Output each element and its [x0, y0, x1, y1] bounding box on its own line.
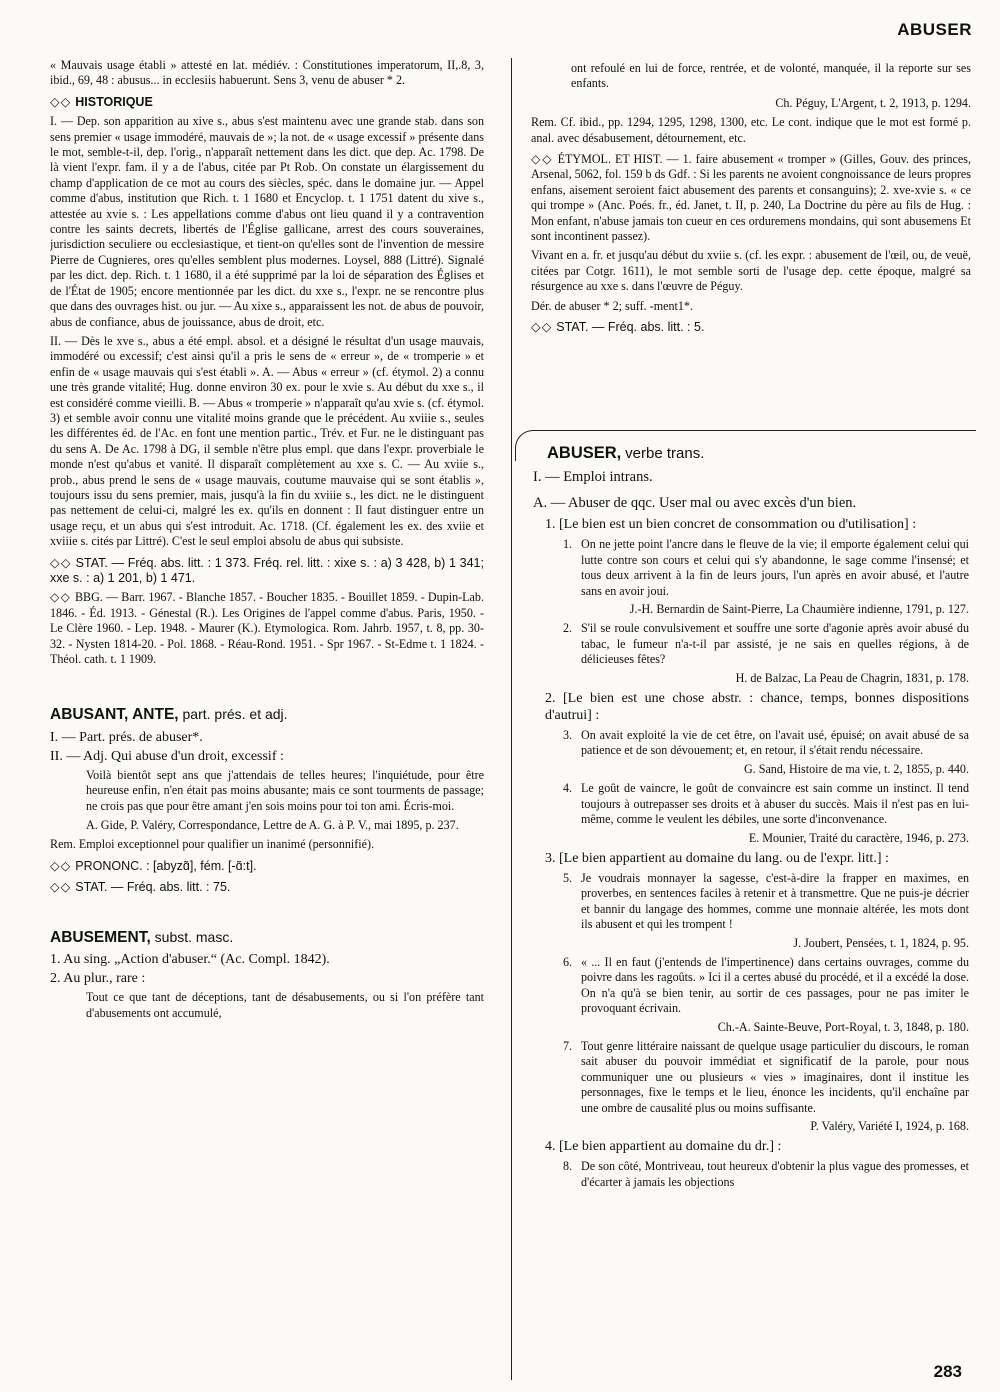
diamond-icon: ◇◇ — [50, 590, 71, 605]
quote-2-source: H. de Balzac, La Peau de Chagrin, 1831, p. 178. — [735, 670, 969, 685]
abusant-sense-2: II. — Adj. Qui abuse d'un droit, excessif : — [50, 748, 284, 764]
abusement-sense-2: 2. Au plur., rare : — [50, 971, 146, 987]
left-column — [50, 58, 484, 1388]
diamond-icon: ◇◇ — [50, 880, 72, 895]
historique-part-1: I. — Dep. son apparition au xive s., abus s'est maintenu avec une grande stab. dans son sens premier « usage immodéré, mauvais de »; la not. de « usage excessif » présente dans le mot, semble-t-il, dep. l'orig., n'apparaît nettement dans les dict. que dep. Ac. 1798. De là vient l'expr. fam. il y a de l'abus, citée par Pt Rob. On constate un élargissement du champ d'application de ce mot au cours des siècles, spéc. dans le domaine jur. — Appel comme d'abus, institution que Rich. t. 1 1680 et Encyclop. t. 1 1751 datent du xive s., attestée au xvie s. : Les appellations comme d'abus ont lieu quand il y a contravention contre les saints decrets, libertés de l'Église gallicane, arrest des cours souveraines, jurisdiction seculiere ou ecclesiastique, et tient-on qu'elles sont de l'invention de messire Pierre de Cugnieres, ores qu'elles semblent plus modernes. Loysel, 888 (Littré). Signalé par les dict. dep. Rich. t. 1 1680, il a été supprimé par la loi de séparation des Églises et de l'État de 1905; encore mentionnée par les dict. du xxe s., l'expr. ne se rencontre plus que dans des ouvrages hist. ou jur. — Au xixe s., apparaissent les not. de abus de pouvoir, abus de confiance, abus de jouissance, abus de droit, etc. — [50, 114, 484, 329]
headword-abusant: ABUSANT, ANTE, — [50, 706, 179, 724]
column-divider — [511, 58, 512, 1380]
abuser-subsense-4: 4. [Le bien appartient au domaine du dr.] : — [545, 1139, 782, 1155]
entry-heading-abuser — [547, 446, 969, 461]
abusement-quote-source: Ch. Péguy, L'Argent, t. 2, 1913, p. 1294. — [775, 95, 971, 110]
abusement-quote: Tout ce que tant de déceptions, tant de désabusements, ou si l'on préfère tant d'abusements ont accumulé, — [86, 990, 484, 1020]
quote-5: 5. Je voudrais monnayer la sagesse, c'est-à-dire la frapper en maximes, en proverbes, en sentences faciles à retenir et à transmettre. Que ne puis-je décrier et bannir du langage des hommes, comme une monnaie altérée, les mots dont ils abusent et qui les trompent ! — [563, 870, 969, 932]
quote-5-source: J. Joubert, Pensées, t. 1, 1824, p. 95. — [793, 935, 969, 950]
abuser-subsense-1: 1. [Le bien est un bien concret de consommation ou d'utilisation] : — [545, 517, 917, 533]
abusement-quote-continued: ont refoulé en lui de force, rentrée, et de volonté, manquée, il la reporte sur ses enfants. — [571, 61, 971, 91]
quote-1-source: J.-H. Bernardin de Saint-Pierre, La Chaumière indienne, 1791, p. 127. — [629, 602, 969, 617]
quote-6: 6. « ... Il en faut (j'entends de l'impertinence) dans certains ouvrages, comme du poivre dans les ragoûts. » Ici il a certes abusé du procédé, et il a excédé la dose. On n'a qu'à se bien tenir, au sortir de ces passages, pour ne pas imiter le provoquant écrivain. — [563, 954, 969, 1016]
diamond-icon: ◇◇ — [50, 94, 72, 109]
category-abuser: verbe trans. — [625, 445, 705, 462]
historique-part-2: II. — Dès le xve s., abus a été empl. absol. et a désigné le résultat d'un usage mauvais, immodéré ou excessif; c'est ainsi qu'il a pris le sens de « erreur », de « tromperie » et enfin de « usage mauvais qui s'est établi ». A. — Abus « erreur » (cf. étymol. 2) a connu une très grande vitalité; Hug. donne environ 30 ex. pour le xvie s. Au début du xxe s., il est considéré comme vieilli. B. — Abus « tromperie » n'apparaît qu'au xvie s. (cf. étymol. 3) et semble avoir connu une vitalité moins grande que le précédent. Au xviiie s., seules les différentes éd. de l'Ac. en font une mention partic., Trév. et Fur. ne le distinguant pas du sens A. De Ac. 1798 à DG, il semble n'être plus empl. que dans l'expr. proverbiale le monde n'est qu'abus et vanité. Il disparaît complètement au xxe s. C. — Au xviie s., prob., abus prend le sens de « usage mauvais, coutume mauvaise qui se sont établis », toujours issu du sens premier, mais, jusqu'à la fin du xviiie s., les dict. ne le distinguent pas nettement de celui-ci, malgré les ex. qu'ils en donnent : Il faut distinguer entre un usage reçu, et un abus qui s'est introduit. Ac. 1718. (Cf. également les ex. des xviie et xviiie s. cités par Littré). C'est le seul emploi absolu de abus qui subsiste. — [50, 333, 484, 549]
quote-2: 2. S'il se roule convulsivement et souffre une sorte d'agonie après avoir abusé du tabac, le fumeur n'a-t-il par assisté, je ne sais en quelles régions, à de délicieuses fêtes? — [563, 621, 969, 667]
quote-4: 4. Le goût de vaincre, le goût de convaincre est sain comme un instinct. Il tend toujours à outrepasser ses droits et à abuser du succès. Mais il n'est pas en lui-même, comme le veulent les débiles, une sorte d'inconvenance. — [563, 781, 969, 827]
abusant-remark: Rem. Emploi exceptionnel pour qualifier un inanimé (personnifié). — [50, 837, 375, 852]
quote-3: 3. On avait exploité la vie de cet être, on l'avait usé, épuisé; on avait abusé de sa patience et de son dévouement; et, en retour, il s'était rendu nécessaire. — [563, 728, 969, 758]
stat-abusement: ◇◇ STAT. — Fréq. abs. litt. : 5. — [531, 320, 705, 335]
category-abusement: subst. masc. — [154, 928, 234, 945]
abuser-entry — [533, 440, 969, 1380]
etymology-history: ◇◇ ÉTYMOL. ET HIST. — 1. faire abusement « tromper » (Gilles, Gouv. des princes, Arsenal, 5062, fol. 159 b ds Gdf. : Si les parents ne avoient congnoissance de leurs propres enfans, aisement seroient faict abusement des parents et consanguins); 2. xve-xvie s. « ce qui trompe » (Anc. Poés. fr., éd. Janet, t. II, p. 240, La Doctrine du père au fils de Hug. : Mon enfant, n'abuse jamais ton cueur en ces orduremens mondains, qui sont abusemens Et sont incontinent passez). — [531, 152, 971, 244]
headword-abuser: ABUSER, — [547, 444, 622, 462]
quote-3-source: G. Sand, Histoire de ma vie, t. 2, 1855, p. 440. — [743, 761, 969, 776]
historique-heading: ◇◇ HISTORIQUE — [50, 94, 153, 109]
derivation: Dér. de abuser * 2; suff. -ment1*. — [531, 298, 693, 313]
abuser-subsense-3: 3. [Le bien appartient au domaine du lang. ou de l'expr. litt.] : — [545, 850, 889, 866]
abusant-quote-source: A. Gide, P. Valéry, Correspondance, Lettre de A. G. à P. V., mai 1895, p. 237. — [86, 818, 459, 833]
bibliography: ◇◇ BBG. — Barr. 1967. - Blanche 1857. - Boucher 1835. - Bouillet 1859. - Dupin-Lab. 1846. - Éd. 1913. - Génestal (R.). Les Origines de l'appel comme d'abus. Paris, 1950. - Le Clère 1960. - Lep. 1948. - Maurer (K.). Etymologica. Rom. Jahrb. 1957, t. 8, pp. 30-32. - Nysten 1814-20. - Pol. 1868. - Réau-Rond. 1951. - Spr 1967. - St-Edme t. 1 1824. - Théol. cath. t. 1 1909. — [50, 590, 484, 667]
diamond-icon: ◇◇ — [531, 320, 553, 335]
etymology-intro: « Mauvais usage établi » attesté en lat. médiév. : Constitutiones imperatorum, II,.8, 3, ibid., 69, 48 : abusus... in ecclesiis habuerunt. Sens 3, venu de abuser * 2. — [50, 58, 484, 88]
pronunciation: ◇◇ PRONONC. : [abyzɑ̃], fém. [-ɑ̃:t]. — [50, 858, 257, 873]
diamond-icon: ◇◇ — [531, 152, 554, 167]
diamond-icon: ◇◇ — [50, 858, 72, 873]
abusant-quote: Voilà bientôt sept ans que j'attendais de telles heures; l'inquiétude, pour être heureuse enfin, n'en était pas moins abusante; mais ce sont tourments de passage; ne crois pas que pour être amant j'en sois moins pour toi ton ami. Écris-moi. — [86, 767, 484, 813]
abuser-subsense-2: 2. [Le bien est une chose abstr. : chance, temps, bonnes dispositions d'autrui] : — [545, 691, 969, 724]
abuser-sense-I: I. — Emploi intrans. — [533, 469, 653, 486]
abusant-sense-1: I. — Part. prés. de abuser*. — [50, 729, 203, 745]
category-abusant: part. prés. et adj. — [182, 706, 288, 723]
quote-1: 1. On ne jette point l'ancre dans le fleuve de la vie; il emporte également celui qui lutte contre son cours et celui qui s'y abandonne, le sage comme l'insensé; et tous deux arrivent à la fin de leurs jours, l'un après en avoir abusé, et l'autre sans en avoir joui. — [563, 537, 969, 598]
headword-abusement: ABUSEMENT, — [50, 928, 151, 946]
quote-6-source: Ch.-A. Sainte-Beuve, Port-Royal, t. 3, 1848, p. 180. — [717, 1019, 969, 1034]
quote-7: 7. Tout genre littéraire naissant de quelque usage particulier du discours, le roman sait abuser du pouvoir immédiat et significatif de la parole, pour nous communiquer une ou plusieurs « vies » imaginaires, dont il institue les personnages, fixe le temps et le lieu, énonce les incidents, qu'il enchaîne par une ombre de causalité plus ou moins suffisante. — [563, 1038, 969, 1115]
quote-4-source: E. Mounier, Traité du caractère, 1946, p. 273. — [748, 830, 969, 845]
etymology-vivant: Vivant en a. fr. et jusqu'au début du xviie s. (cf. les expr. : abusement de l'œil, ou, de veuë, citées par Cotgr. 1611), le mot semble sorti de l'usage dep. cette époque, malgré sa résurgence au xxe s. dans l'œuvre de Péguy. — [531, 248, 971, 294]
running-header: ABUSER — [897, 20, 972, 39]
abusement-remark: Rem. Cf. ibid., pp. 1294, 1295, 1298, 1300, etc. Le cont. indique que le mot est formé p. anal. avec désabusement, détournement, etc. — [531, 115, 971, 145]
entry-heading-abusement — [50, 930, 484, 945]
page-number: 283 — [933, 1362, 962, 1381]
quote-8: 8. De son côté, Montriveau, tout heureux d'obtenir la plus vague des promesses, et d'écarter à jamais les objections — [563, 1159, 969, 1189]
stat-abusant: ◇◇ STAT. — Fréq. abs. litt. : 75. — [50, 880, 231, 895]
right-column-top — [531, 58, 971, 418]
entry-heading-abusant — [50, 707, 484, 722]
quote-7-source: P. Valéry, Variété I, 1924, p. 168. — [810, 1119, 969, 1133]
abuser-sense-A: A. — Abuser de qqc. User mal ou avec excès d'un bien. — [533, 495, 857, 512]
diamond-icon: ◇◇ — [50, 555, 72, 570]
stat-abus: ◇◇ STAT. — Fréq. abs. litt. : 1 373. Fréq. rel. litt. : xixe s. : a) 3 428, b) 1 341; xxe s. : a) 1 201, b) 1 471. — [50, 555, 484, 585]
abusement-sense-1: 1. Au sing. „Action d'abuser.“ (Ac. Compl. 1842). — [50, 952, 330, 968]
